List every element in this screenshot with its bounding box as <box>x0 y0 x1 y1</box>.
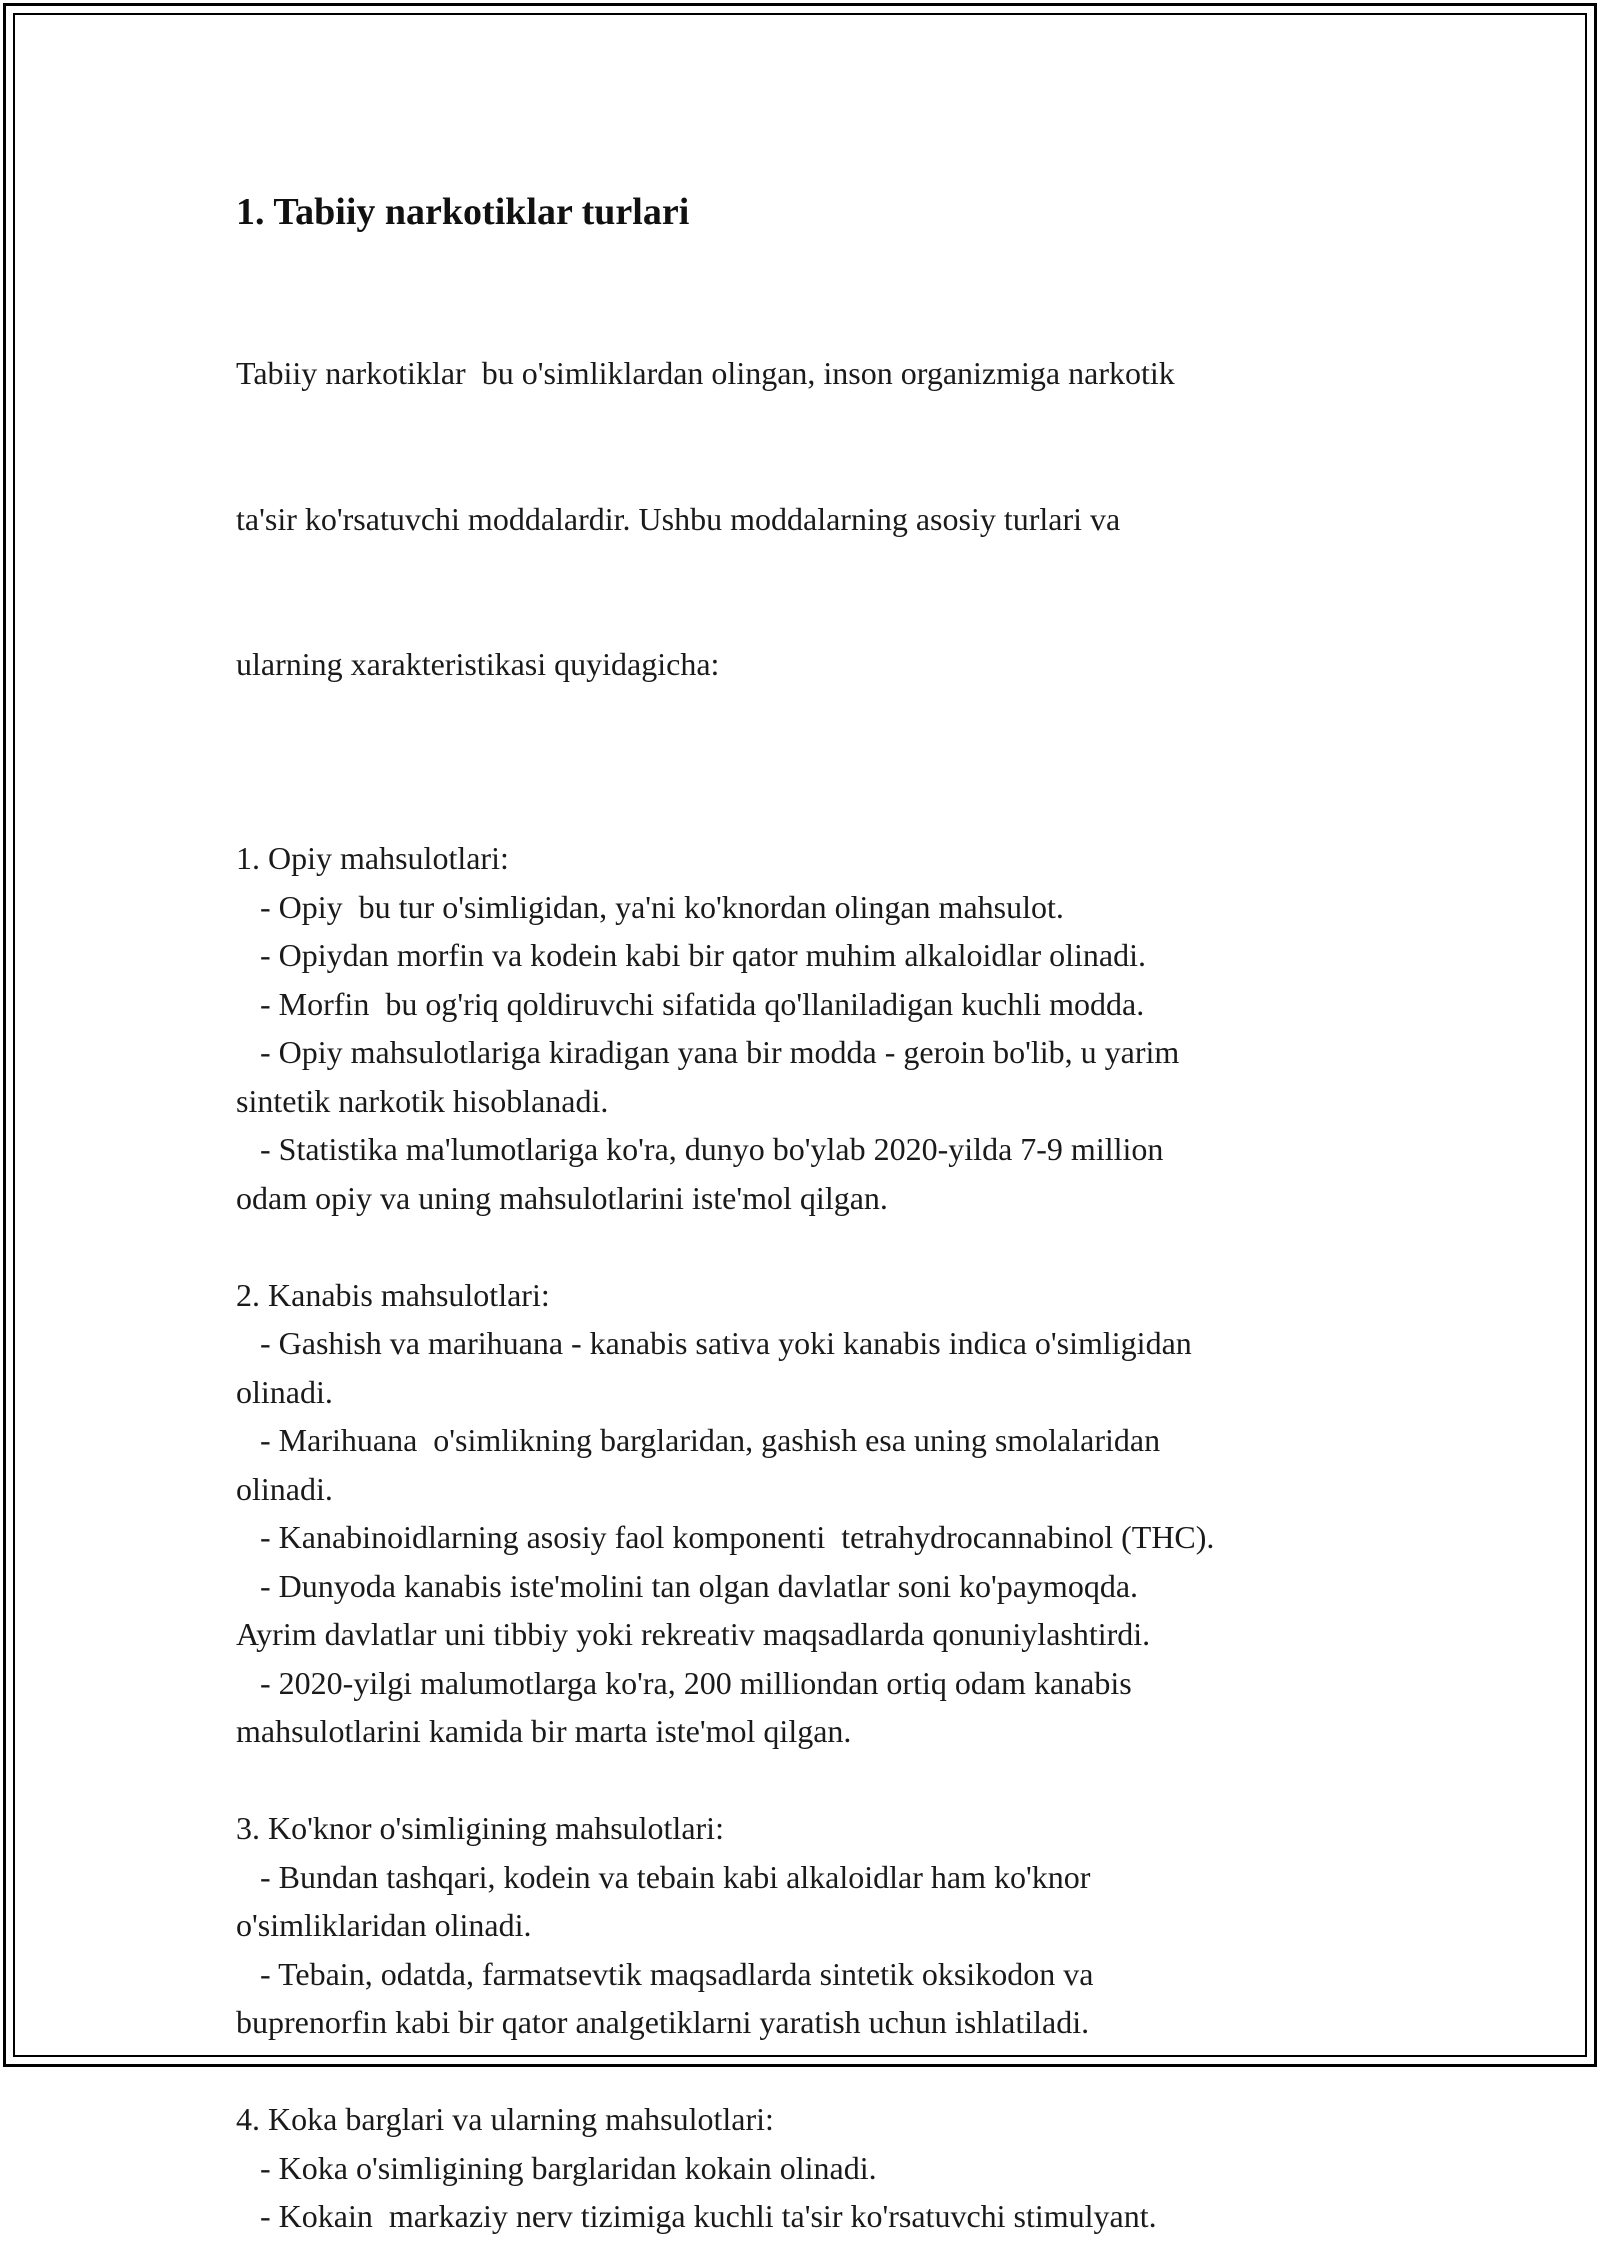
section-line: o'simliklaridan olinadi. <box>236 1907 532 1943</box>
section-line: - Gashish va marihuana - kanabis sativa yoki kanabis indica o'simligidan <box>236 1325 1192 1361</box>
section-line: - Kanabinoidlarning asosiy faol komponenti tetrahydrocannabinol (THC). <box>236 1519 1215 1555</box>
section-line: - Bundan tashqari, kodein va tebain kabi alkaloidlar ham ko'knor <box>236 1858 1091 1895</box>
intro-line: ta'sir ko'rsatuvchi moddalardir. Ushbu moddalarning asosiy turlari va <box>236 500 1121 537</box>
section-line: - Koka o'simligining barglaridan kokain olinadi. <box>236 2149 877 2186</box>
section-title: 3. Ko'knor o'simligining mahsulotlari: <box>236 1810 724 1846</box>
intro-line: ularning xarakteristikasi quyidagicha: <box>236 646 720 682</box>
intro-line: Tabiiy narkotiklar bu o'simliklardan olingan, inson organizmiga narkotik <box>236 355 1175 391</box>
page-title: 1. Tabiiy narkotiklar turlari <box>236 191 690 233</box>
section-line: Ayrim davlatlar uni tibbiy yoki rekreativ maqsadlarda qonuniylashtirdi. <box>236 1616 1151 1652</box>
section-line: - Tebain, odatda, farmatsevtik maqsadlarda sintetik oksikodon va <box>236 1955 1094 1992</box>
section-poppy-products <box>236 1804 1416 2047</box>
document-body <box>236 188 1416 2241</box>
section-line: olinadi. <box>236 1470 333 1507</box>
section-line: - Dunyoda kanabis iste'molini tan olgan davlatlar soni ko'paymoqda. <box>236 1567 1139 1604</box>
section-line: - Morfin bu og'riq qoldiruvchi sifatida qo'llaniladigan kuchli modda. <box>236 985 1145 1022</box>
section-line: - Opiy mahsulotlariga kiradigan yana bir modda - geroin bo'lib, u yarim <box>236 1034 1180 1070</box>
section-line: mahsulotlarini kamida bir marta iste'mol qilgan. <box>236 1713 852 1749</box>
section-cannabis-products <box>236 1271 1416 1756</box>
section-line: odam opiy va uning mahsulotlarini iste'mol qilgan. <box>236 1179 888 1216</box>
section-title: 4. Koka barglari va ularning mahsulotlari: <box>236 2101 774 2137</box>
section-line: buprenorfin kabi bir qator analgetiklarni yaratish uchun ishlatiladi. <box>236 2004 1090 2040</box>
section-line: - 2020-yilgi malumotlarga ko'ra, 200 milliondan ortiq odam kanabis <box>236 1664 1132 1701</box>
section-line: sintetik narkotik hisoblanadi. <box>236 1082 609 1119</box>
section-opium-products <box>236 834 1416 1222</box>
section-title: 1. Opiy mahsulotlari: <box>236 840 509 876</box>
section-title: 2. Kanabis mahsulotlari: <box>236 1276 550 1313</box>
section-coca-products <box>236 2095 1416 2241</box>
section-line: - Statistika ma'lumotlariga ko'ra, dunyo bo'ylab 2020-yilda 7-9 million <box>236 1131 1164 1167</box>
section-line: - Opiy bu tur o'simligidan, ya'ni ko'knordan olingan mahsulot. <box>236 888 1064 925</box>
section-line: - Kokain markaziy nerv tizimiga kuchli ta'sir ko'rsatuvchi stimulyant. <box>236 2198 1157 2234</box>
section-line: - Marihuana o'simlikning barglaridan, gashish esa uning smolalaridan <box>236 1422 1161 1458</box>
section-line: - Opiydan morfin va kodein kabi bir qator muhim alkaloidlar olinadi. <box>236 937 1147 973</box>
section-line: olinadi. <box>236 1373 333 1410</box>
intro-paragraph <box>236 252 1416 786</box>
